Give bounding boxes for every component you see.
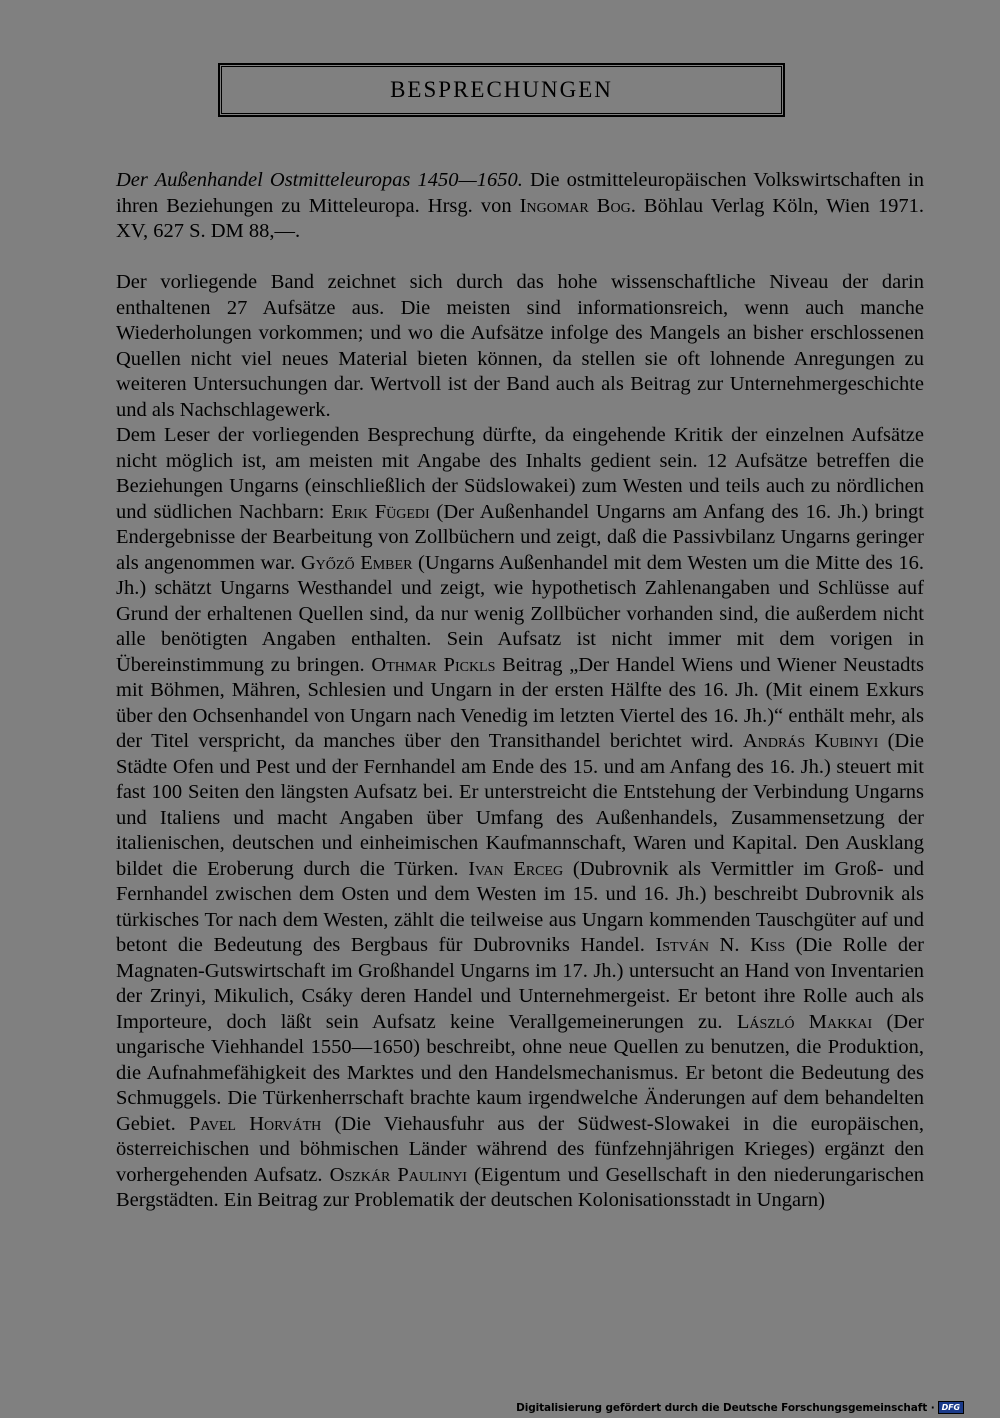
p2-text-c: (Ungarns Außenhandel mit dem Westen um die Mitte des 16. Jh.) schätzt Ungarns Westhandel und zeigt, wie hypothetisch Zahlenangaben und Schlüsse auf Grund der erhaltenen Quellen sind, da nur wenig Zollbücher vorhanden sind, die außerdem nicht alle benötigten Angaben enthalten. Sein Aufsatz ist nicht immer mit dem vorigen in Übereinstimmung zu bringen.: [116, 551, 924, 676]
p2-text-a: Dem Leser der vorliegenden Besprechung dürfte, da eingehende Kritik der einzelnen Aufsätze nicht möglich ist, am meisten mit Angabe des Inhalts gedient sein. 12 Aufsätze betreffen die Beziehungen Ungarns (einschließlich der Südslowakei) zum Westen und teils auch zu nördlichen und südlichen Nachbarn:: [116, 424, 924, 523]
author-name: Erik Fügedi: [331, 500, 430, 523]
section-header-box: [218, 63, 785, 117]
digitization-footer: [516, 1401, 964, 1414]
author-name: István N. Kiss: [655, 934, 786, 956]
p2-text-i: (Die Viehausfuhr aus der Südwest-Slowakei in die europäischen, österreichischen und böhmischen Länder während des fünfzehnjährigen Krieges) ergänzt den vorhergehenden Aufsatz.: [116, 1112, 924, 1186]
author-name: Ivan Erceg: [468, 857, 564, 880]
review-body: [116, 270, 924, 1214]
citation-text-1: Die ostmitteleuropäischen Volkswirtschaften in ihren Beziehungen zu Mitteleuropa. Hrsg. von: [116, 169, 924, 217]
citation-text-2: . Böhlau Verlag Köln, Wien 1971. XV, 627 S. DM 88,—.: [116, 194, 924, 242]
author-name: András Kubinyi: [742, 730, 879, 752]
author-name: Győző Ember: [300, 551, 413, 574]
footer-credit: Digitalisierung gefördert durch die Deutsche Forschungsgemeinschaft ·: [516, 1401, 935, 1414]
paragraph-2: [116, 423, 924, 1214]
p2-text-e: (Die Städte Ofen und Pest und der Fernhandel am Ende des 15. und am Anfang des 16. Jh.) steuert mit fast 100 Seiten den längsten Aufsatz bei. Er unterstreicht die Entstehung der Verbindung Ungarns und Italiens und macht Angaben über Umfang des Außenhandels, Zusammensetzung der italienischen, deutschen und einheimischen Kaufmannschaft, Waren und Kapital. Den Ausklang bildet die Eroberung durch die Türken.: [116, 730, 924, 880]
p2-text-g: (Die Rolle der Magnaten-Gutswirtschaft im Großhandel Ungarns im 17. Jh.) untersucht an Hand von Inventarien der Zrinyi, Mikulich, Csáky deren Handel und Unternehmergeist. Er betont ihre Rolle auch als Importeure, doch läßt sein Aufsatz keine Verallgemeinerungen zu.: [116, 934, 925, 1033]
p2-text-d: Beitrag „Der Handel Wiens und Wiener Neustadts mit Böhmen, Mähren, Schlesien und Ungarn in der ersten Hälfte des 16. Jh. (Mit einem Exkurs über den Ochsenhandel von Ungarn nach Venedig im letzten Viertel des 16. Jh.)“ enthält mehr, als der Titel verspricht, da manches über den Transithandel berichtet wird.: [116, 653, 924, 752]
p2-text-h: (Der ungarische Viehhandel 1550—1650) beschreibt, ohne neue Quellen zu benutzen, die Produktion, die Aufnahmefähigkeit des Marktes und den Handelsmechanismus. Er betont die Bedeutung des Schmuggels. Die Türkenherrschaft brachte kaum irgendwelche Änderungen auf dem behandelten Gebiet.: [116, 1010, 925, 1135]
editor-name: Ingomar Bog: [519, 194, 631, 217]
p2-text-j: (Eigentum und Gesellschaft in den niederungarischen Bergstädten. Ein Beitrag zur Problematik der deutschen Kolonisationsstadt in Ungarn): [116, 1163, 924, 1211]
paragraph-1: Der vorliegende Band zeichnet sich durch das hohe wissenschaftliche Niveau der darin enthaltenen 27 Aufsätze aus. Die meisten sind informationsreich, wenn auch manche Wiederholungen vorkommen; und wo die Aufsätze infolge des Mangels an bisher erschlossenen Quellen nicht viel neues Material bieten können, da stellen sie oft lohnende Anregungen zu weiteren Untersuchungen dar. Wertvoll ist der Band auch als Beitrag zur Unternehmergeschichte und als Nachschlagewerk.: [116, 271, 924, 421]
book-citation: [116, 168, 924, 245]
p2-text-f: (Dubrovnik als Vermittler im Groß- und Fernhandel zwischen dem Osten und dem Westen im 15. und 16. Jh.) beschreibt Dubrovnik als türkisches Tor nach dem Westen, zählt die teilweise aus Ungarn kommenden Tauschgüter auf und betont die Bedeutung des Bergbaus für Dubrovniks Handel.: [116, 857, 924, 956]
dfg-logo-icon: DFG: [938, 1401, 964, 1414]
book-title: Der Außenhandel Ostmitteleuropas 1450—1650.: [116, 169, 523, 191]
section-title: BESPRECHUNGEN: [390, 77, 613, 102]
p2-text-b: (Der Außenhandel Ungarns am Anfang des 16. Jh.) bringt Endergebnisse der Bearbeitung von Zollbüchern und zeigt, daß die Passivbilanz Ungarns geringer als angenommen war.: [116, 500, 924, 574]
author-name: Oszkár Paulinyi: [329, 1163, 468, 1186]
author-name: Othmar Pickls: [371, 653, 496, 676]
author-name: László Makkai: [736, 1010, 873, 1033]
author-name: Pavel Horváth: [189, 1112, 322, 1135]
